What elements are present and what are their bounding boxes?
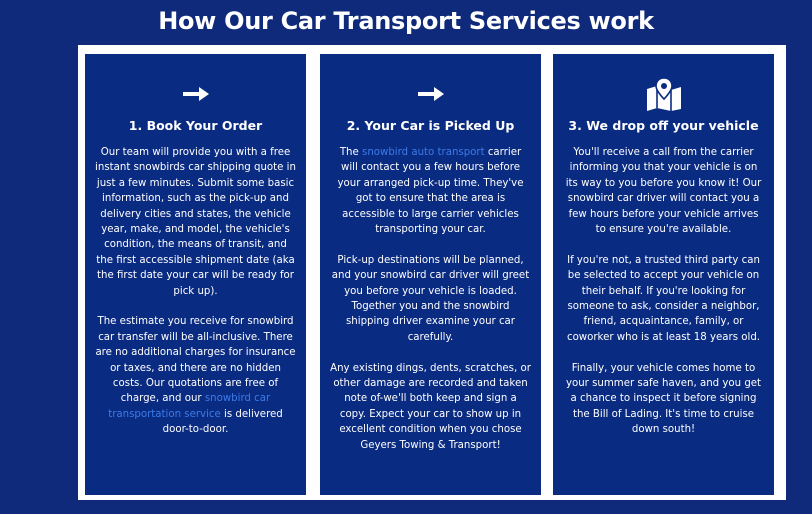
step-text: carrier will contact you a few hours before your arranged pick-up time. They've got to ensure that the area is accessible to large carrier vehicles transporting your car. [337,147,524,236]
arrow-right-icon [85,74,306,114]
page-title: How Our Car Transport Services work [158,7,654,35]
step-heading: 2. Your Car is Picked Up [346,118,515,133]
step-heading: 1. Book Your Order [128,118,263,133]
step-paragraph: You'll receive a call from the carrier informing you that your vehicle is on its way to you before you know it! Our snowbird car driver will contact you a few hours before your vehicle arrives to ensure you're available. [565,147,762,236]
step-paragraph [95,314,296,437]
snowbird-auto-transport-link[interactable]: snowbird auto transport [362,147,485,158]
step-description [95,145,296,453]
snowbird-car-transportation-link[interactable]: snowbird car transportation service [108,393,271,420]
step-description [563,145,764,453]
map-pin-icon [553,74,774,114]
step-paragraph: Any existing dings, dents, scratches, or other damage are recorded and taken note of-we'll both keep and sign a copy. Expect your car to show up in excellent condition when you chose Geyers Towing & Transport! [330,362,531,451]
step-card-car-picked-up [320,54,541,495]
step-paragraph: Pick-up destinations will be planned, and your snowbird car driver will greet you before your vehicle is loaded. Together you and the snowbird shipping driver examine your car carefully. [331,254,530,343]
step-heading: 3. We drop off your vehicle [568,118,759,133]
step-paragraph: Our team will provide you with a free instant snowbirds car shipping quote in just a few minutes. Submit some basic information, such as the pick-up and delivery cities and states, the vehicle year, make, and model, the vehicle's condition, the means of transit, and the first accessible shipment date (aka the first date your car will be ready for pick up). [95,147,296,297]
step-paragraph [330,145,531,237]
step-paragraph: If you're not, a trusted third party can be selected to accept your vehicle on their behalf. If you're looking for someone to ask, consider a neighbor, friend, acquaintance, family, or coworker who is at least 18 years old. [566,254,761,343]
step-text: The [339,147,363,158]
steps-panel [78,45,786,500]
step-paragraph: Finally, your vehicle comes home to your summer safe haven, and you get a chance to inspect it before signing the Bill of Lading. It's time to cruise down south! [565,362,762,436]
step-card-book-order [85,54,306,495]
step-description [330,145,531,468]
step-card-drop-off [553,54,774,495]
step-text: is delivered door-to-door. [162,408,283,436]
arrow-right-icon [320,74,541,114]
step-text: The estimate you receive for snowbird car transfer will be all-inclusive. There are no additional charges for insurance or taxes, and there are no hidden costs. Our quotations are free of charge, and our [95,316,296,405]
